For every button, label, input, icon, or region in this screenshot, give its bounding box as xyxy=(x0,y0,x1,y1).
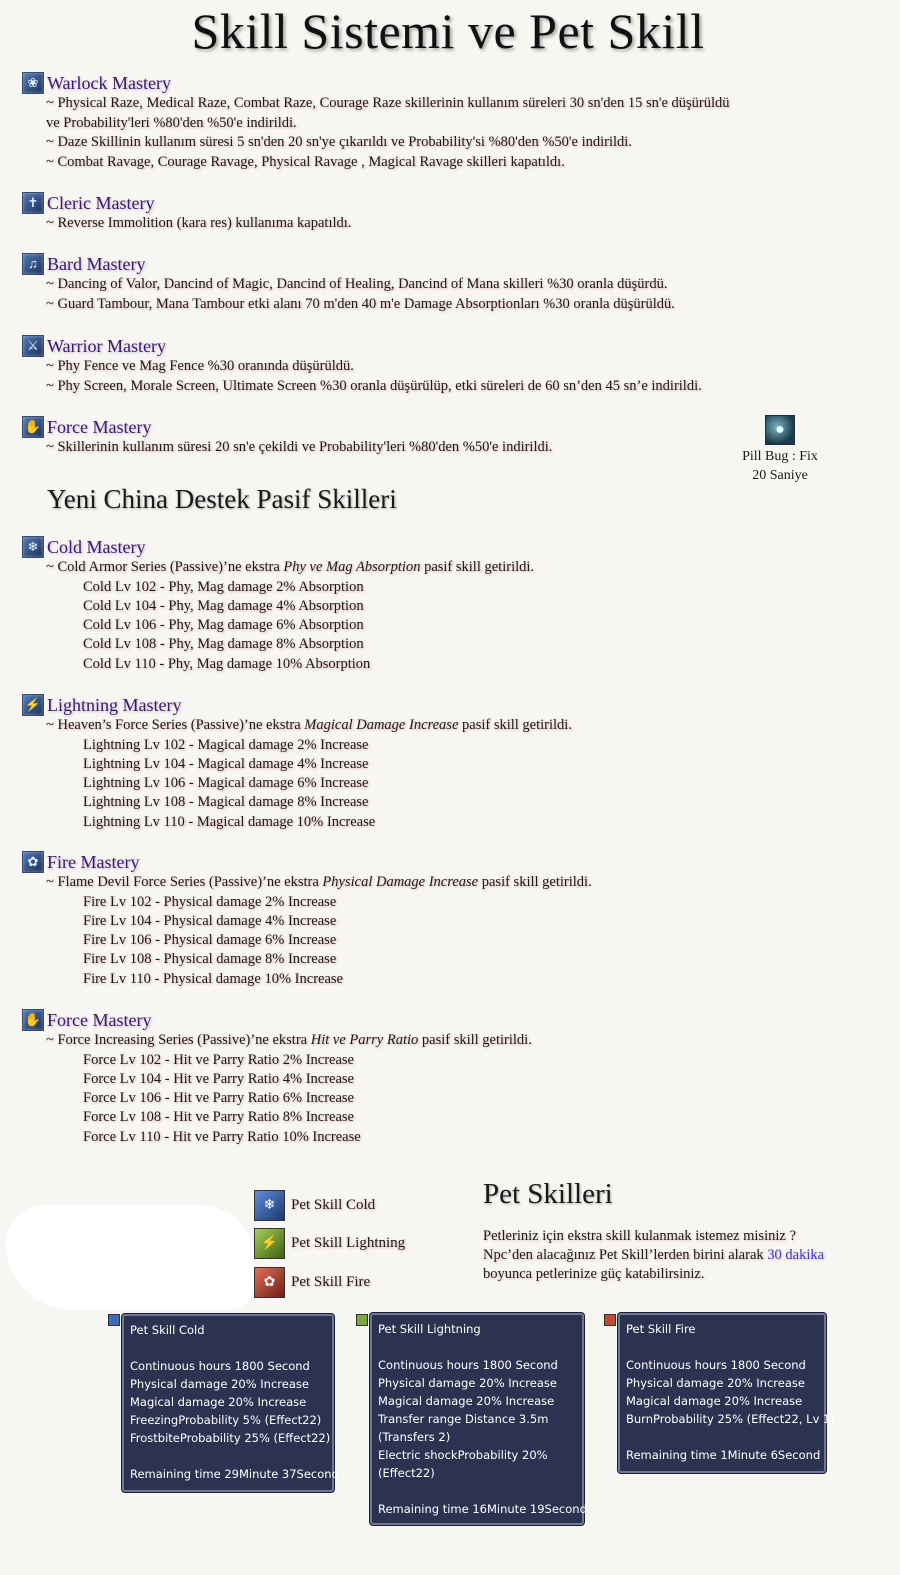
level-line: Cold Lv 104 - Phy, Mag damage 4% Absorption xyxy=(83,597,364,614)
level-line: Lightning Lv 110 - Magical damage 10% Increase xyxy=(83,813,376,830)
section-title: Lightning Mastery xyxy=(47,694,182,715)
line-text: pasif skill getirildi. xyxy=(418,1032,532,1048)
warrior-mastery-section xyxy=(22,335,702,396)
force-icon: ✋ xyxy=(22,1009,44,1031)
section-line: ~ Reverse Immolition (kara res) kullanıma kapatıldı. xyxy=(46,215,352,231)
tooltip-line: FrostbiteProbability 25% (Effect22) xyxy=(130,1431,331,1445)
warlock-icon: ❀ xyxy=(22,72,44,94)
section-line: ~ Daze Skillinin kullanım süresi 5 sn'den 20 sn'ye çıkarıldı ve Probability'si %80'den %50'e indirildi. xyxy=(46,134,632,150)
pet-skill-list xyxy=(254,1186,405,1302)
line-emphasis: Hit ve Parry Ratio xyxy=(310,1032,419,1048)
pet-heading: Pet Skilleri xyxy=(483,1178,613,1210)
pill-icon: ● xyxy=(765,415,795,445)
section-line: ~ Skillerinin kullanım süresi 20 sn'e çekildi ve Probability'leri %80'den %50'e indirildi. xyxy=(46,439,553,455)
tooltip-line: Remaining time 29Minute 37Second xyxy=(130,1467,339,1481)
section-title: Cold Mastery xyxy=(47,536,146,557)
level-line: Cold Lv 106 - Phy, Mag damage 6% Absorption xyxy=(83,617,364,634)
level-line: Fire Lv 110 - Physical damage 10% Increase xyxy=(83,970,343,987)
bard-icon: ♫ xyxy=(22,253,44,275)
pet-skill-cold-tooltip xyxy=(122,1314,339,1492)
cold-mastery-section xyxy=(22,536,534,674)
pill-bug-note xyxy=(730,415,830,485)
pill-note-line: Pill Bug : Fix xyxy=(742,449,818,464)
tooltip-title: Pet Skill Fire xyxy=(626,1322,696,1336)
lightning-mastery-section xyxy=(22,694,572,832)
tooltip-spacer xyxy=(378,1338,576,1356)
section-line: ~ Phy Screen, Morale Screen, Ultimate Screen %30 oranla düşürülüp, etki süreleri de 60 sn’den 45 sn’e indirildi. xyxy=(46,377,702,394)
section-title: Force Mastery xyxy=(47,1009,152,1030)
pet-desc-line: Petleriniz için ekstra skill kulanmak istemez misiniz ? xyxy=(483,1228,796,1244)
fire-icon: ✿ xyxy=(22,851,44,873)
tooltip-line: Physical damage 20% Increase xyxy=(130,1377,309,1391)
lightning-icon: ⚡ xyxy=(22,694,44,716)
tooltip-line: Physical damage 20% Increase xyxy=(626,1376,805,1390)
pet-skill-label: Pet Skill Fire xyxy=(291,1273,371,1290)
section-title: Force Mastery xyxy=(47,416,152,437)
level-line: Fire Lv 102 - Physical damage 2% Increase xyxy=(83,893,337,910)
force-icon: ✋ xyxy=(22,416,44,438)
level-line: Fire Lv 108 - Physical damage 8% Increase xyxy=(83,951,337,968)
china-heading: Yeni China Destek Pasif Skilleri xyxy=(47,484,397,514)
section-title: Bard Mastery xyxy=(47,253,146,274)
section-line: ~ Guard Tambour, Mana Tambour etki alanı 70 m'den 40 m'e Damage Absorptionları %30 oranla düşürüldü. xyxy=(46,295,675,312)
level-line: Fire Lv 104 - Physical damage 4% Increase xyxy=(83,912,337,929)
tooltip-spacer xyxy=(130,1447,326,1465)
pet-skill-lightning-icon: ⚡ xyxy=(254,1228,285,1259)
section-line: ~ Combat Ravage, Courage Ravage, Physical Ravage , Magical Ravage skilleri kapatıldı. xyxy=(46,153,565,170)
tooltip-line: Magical damage 20% Increase xyxy=(378,1394,555,1408)
tooltip-line: Continuous hours 1800 Second xyxy=(378,1358,558,1372)
level-line: Force Lv 108 - Hit ve Parry Ratio 8% Increase xyxy=(83,1109,354,1126)
pet-skill-label: Pet Skill Lightning xyxy=(291,1235,406,1252)
line-text: ~ Flame Devil Force Series (Passive)’ne ekstra xyxy=(46,874,323,890)
tooltip-title: Pet Skill Lightning xyxy=(378,1322,481,1336)
decorative-blob xyxy=(6,1205,256,1310)
tooltip-line: (Transfers 2) xyxy=(378,1430,451,1444)
pet-skill-fire-icon: ✿ xyxy=(254,1267,285,1298)
warrior-icon: ⚔ xyxy=(22,335,44,357)
level-line: Lightning Lv 104 - Magical damage 4% Increase xyxy=(83,755,369,772)
tooltip-line: Remaining time 1Minute 6Second xyxy=(626,1448,821,1462)
line-text: pasif skill getirildi. xyxy=(458,717,572,733)
section-line xyxy=(22,716,572,736)
tooltip-spacer xyxy=(378,1482,576,1500)
tooltip-line: Electric shockProbability 20% xyxy=(378,1448,548,1462)
force-mastery-passive-section xyxy=(22,1009,532,1147)
pet-skill-item xyxy=(254,1186,405,1225)
pet-skill-fire-mini-icon xyxy=(604,1314,616,1326)
tooltip-line: Physical damage 20% Increase xyxy=(378,1376,557,1390)
line-emphasis: Phy ve Mag Absorption xyxy=(283,559,421,575)
line-emphasis: Physical Damage Increase xyxy=(322,874,479,890)
pet-skill-lightning-tooltip xyxy=(370,1313,587,1525)
tooltip-line: Transfer range Distance 3.5m xyxy=(378,1412,549,1426)
pill-note-line: 20 Saniye xyxy=(752,468,808,483)
tooltip-line: Remaining time 16Minute 19Second xyxy=(378,1502,587,1516)
section-line xyxy=(22,873,592,893)
tooltip-spacer xyxy=(130,1339,326,1357)
level-line: Fire Lv 106 - Physical damage 6% Increase xyxy=(83,932,337,949)
section-line xyxy=(22,1031,532,1051)
level-line: Force Lv 110 - Hit ve Parry Ratio 10% Increase xyxy=(83,1128,361,1145)
cold-icon: ❄ xyxy=(22,536,44,558)
tooltip-spacer xyxy=(626,1428,818,1446)
level-line: Lightning Lv 102 - Magical damage 2% Increase xyxy=(83,736,369,753)
line-emphasis: Magical Damage Increase xyxy=(304,717,459,733)
section-title: Warlock Mastery xyxy=(47,72,172,93)
line-text: Npc’den alacağınız Pet Skill’lerden birini alarak xyxy=(483,1247,768,1263)
section-title: Cleric Mastery xyxy=(47,192,155,213)
line-text: pasif skill getirildi. xyxy=(420,559,535,575)
tooltip-line: Magical damage 20% Increase xyxy=(626,1394,803,1408)
level-line: Force Lv 102 - Hit ve Parry Ratio 2% Increase xyxy=(83,1051,354,1068)
tooltip-line: (Effect22) xyxy=(378,1466,435,1480)
tooltip-line: FreezingProbability 5% (Effect22) xyxy=(130,1413,322,1427)
force-mastery-section xyxy=(22,416,552,458)
highlight-text: 30 dakika xyxy=(767,1247,825,1263)
warlock-mastery-section xyxy=(22,72,730,172)
section-line: ~ Dancing of Valor, Dancind of Magic, Dancind of Healing, Dancind of Mana skilleri %30 oranla düşürdü. xyxy=(46,276,668,292)
pet-desc-line xyxy=(483,1246,893,1265)
fire-mastery-section xyxy=(22,851,592,989)
tooltip-line: Magical damage 20% Increase xyxy=(130,1395,307,1409)
tooltip-line: BurnProbability 25% (Effect22, Lv 1) xyxy=(626,1412,835,1426)
section-title: Warrior Mastery xyxy=(47,335,167,356)
pet-skill-fire-tooltip xyxy=(618,1313,835,1473)
pet-skill-item xyxy=(254,1225,405,1264)
pet-skill-item xyxy=(254,1263,405,1302)
tooltip-line: Continuous hours 1800 Second xyxy=(626,1358,806,1372)
level-line: Cold Lv 110 - Phy, Mag damage 10% Absorption xyxy=(83,655,371,672)
cleric-mastery-section xyxy=(22,192,351,234)
tooltip-spacer xyxy=(626,1338,818,1356)
level-line: Lightning Lv 108 - Magical damage 8% Increase xyxy=(83,794,369,811)
pet-skill-cold-icon: ❄ xyxy=(254,1190,285,1221)
level-line: Force Lv 104 - Hit ve Parry Ratio 4% Increase xyxy=(83,1070,354,1087)
line-text: ~ Heaven’s Force Series (Passive)’ne ekstra xyxy=(46,717,305,733)
page-title: Skill Sistemi ve Pet Skill xyxy=(191,3,705,59)
pet-skill-label: Pet Skill Cold xyxy=(291,1196,376,1213)
section-line: ~ Physical Raze, Medical Raze, Combat Raze, Courage Raze skillerinin kullanım süreleri 30 sn'den 15 sn'e düşürüldü xyxy=(46,95,730,111)
pet-skill-lightning-mini-icon xyxy=(356,1314,368,1326)
section-title: Fire Mastery xyxy=(47,851,140,872)
section-line: ve Probability'leri %80'den %50'e indirildi. xyxy=(46,114,297,131)
bard-mastery-section xyxy=(22,253,675,314)
line-text: ~ Cold Armor Series (Passive)’ne ekstra xyxy=(46,559,284,575)
tooltip-title: Pet Skill Cold xyxy=(130,1323,205,1337)
level-line: Cold Lv 102 - Phy, Mag damage 2% Absorption xyxy=(83,578,364,595)
level-line: Force Lv 106 - Hit ve Parry Ratio 6% Increase xyxy=(83,1090,354,1107)
line-text: ~ Force Increasing Series (Passive)’ne ekstra xyxy=(46,1032,311,1048)
pet-desc-line: boyunca petlerinize güç katabilirsiniz. xyxy=(483,1266,705,1282)
section-line xyxy=(22,558,534,578)
pet-description xyxy=(483,1227,893,1284)
line-text: pasif skill getirildi. xyxy=(478,874,592,890)
pet-skill-cold-mini-icon xyxy=(108,1314,120,1326)
cleric-icon: ✝ xyxy=(22,192,44,214)
section-line: ~ Phy Fence ve Mag Fence %30 oranında düşürüldü. xyxy=(46,358,354,374)
level-line: Lightning Lv 106 - Magical damage 6% Increase xyxy=(83,775,369,792)
level-line: Cold Lv 108 - Phy, Mag damage 8% Absorption xyxy=(83,636,364,653)
tooltip-line: Continuous hours 1800 Second xyxy=(130,1359,310,1373)
